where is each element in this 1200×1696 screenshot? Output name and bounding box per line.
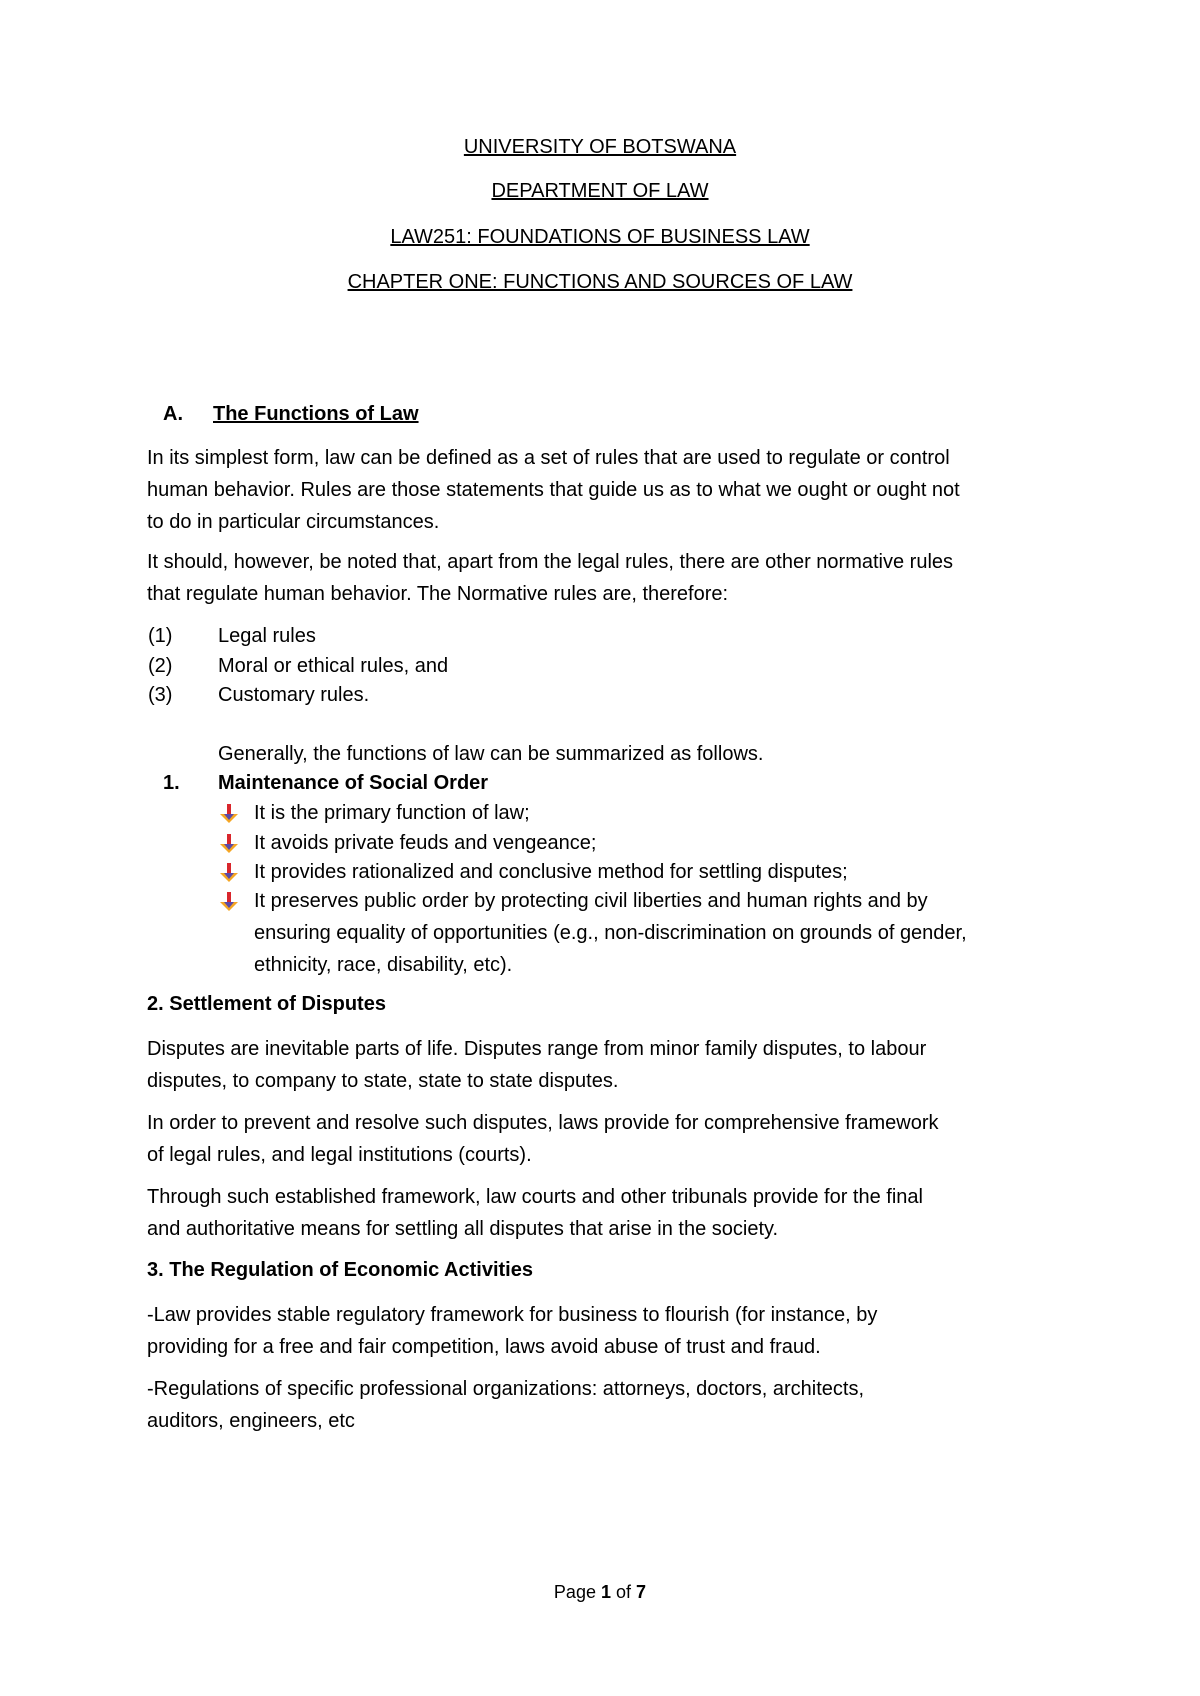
down-arrow-bullet-icon [218, 891, 240, 913]
page-footer [0, 1580, 1200, 1604]
function-1-title: Maintenance of Social Order [218, 772, 489, 794]
university-title: UNIVERSITY OF BOTSWANA [463, 136, 737, 158]
text-line: and authoritative means for settling all disputes that arise in the society. [147, 1218, 779, 1240]
text-line: It preserves public order by protecting civil liberties and human rights and by [254, 890, 928, 912]
text-line: In order to prevent and resolve such disputes, laws provide for comprehensive framework [147, 1112, 939, 1134]
department-title: DEPARTMENT OF LAW [491, 180, 709, 202]
rule-item-1 [148, 620, 316, 652]
bullet-text [254, 885, 1076, 981]
rule-text: Moral or ethical rules, and [218, 655, 449, 677]
rule-number: (2) [148, 655, 173, 677]
rule-item-3 [148, 679, 369, 711]
section-a-title: The Functions of Law [213, 403, 419, 425]
function-1-number: 1. [163, 772, 180, 794]
function-2-paragraph-2 [147, 1107, 1057, 1171]
text-line: ethnicity, race, disability, etc). [254, 954, 513, 976]
section-a-paragraph-2 [147, 546, 1057, 610]
text-line: human behavior. Rules are those statements that guide us as to what we ought or ought not [147, 479, 960, 501]
text-line: disputes, to company to state, state to state disputes. [147, 1070, 619, 1092]
page-number: 1 [600, 1582, 611, 1602]
section-a-letter: A. [163, 403, 183, 425]
rule-number: (3) [148, 684, 173, 706]
text-line: -Regulations of specific professional organizations: attorneys, doctors, architects, [147, 1378, 865, 1400]
total-pages: 7 [636, 1582, 647, 1602]
down-arrow-bullet-icon [218, 862, 240, 884]
down-arrow-bullet-icon [218, 833, 240, 855]
text-line: In its simplest form, law can be defined as a set of rules that are used to regulate or control [147, 447, 950, 469]
rule-number: (1) [148, 625, 173, 647]
bullet-item [218, 885, 1058, 981]
text-line: to do in particular circumstances. [147, 511, 440, 533]
chapter-title: CHAPTER ONE: FUNCTIONS AND SOURCES OF LAW [347, 271, 853, 293]
bullet-text: It avoids private feuds and vengeance; [254, 832, 597, 854]
text-line: providing for a free and fair competition, laws avoid abuse of trust and fraud. [147, 1336, 821, 1358]
function-2-paragraph-3 [147, 1181, 1057, 1245]
text-line: Disputes are inevitable parts of life. Disputes range from minor family disputes, to labour [147, 1038, 927, 1060]
function-1-heading [163, 767, 488, 799]
rule-item-2 [148, 650, 448, 682]
bullet-item [218, 827, 1058, 859]
section-a-heading [163, 398, 419, 430]
page-of-label: of [616, 1582, 632, 1602]
function-3-heading: 3. The Regulation of Economic Activities [147, 1259, 533, 1281]
bullet-item [218, 856, 1058, 888]
rule-text: Legal rules [218, 625, 316, 647]
text-line: of legal rules, and legal institutions (courts). [147, 1144, 532, 1166]
text-line: ensuring equality of opportunities (e.g., non-discrimination on grounds of gender, [254, 922, 967, 944]
bullet-text: It is the primary function of law; [254, 802, 530, 824]
text-line: It should, however, be noted that, apart from the legal rules, there are other normative rules [147, 551, 954, 573]
text-line: auditors, engineers, etc [147, 1410, 355, 1432]
function-3-paragraph-2 [147, 1373, 1057, 1437]
bullet-text: It provides rationalized and conclusive method for settling disputes; [254, 861, 848, 883]
function-2-paragraph-1 [147, 1033, 1057, 1097]
down-arrow-bullet-icon [218, 803, 240, 825]
function-2-heading: 2. Settlement of Disputes [147, 993, 386, 1015]
course-title: LAW251: FOUNDATIONS OF BUSINESS LAW [390, 226, 810, 248]
functions-summary: Generally, the functions of law can be summarized as follows. [218, 743, 764, 765]
function-3-paragraph-1 [147, 1299, 1057, 1363]
text-line: Through such established framework, law courts and other tribunals provide for the final [147, 1186, 923, 1208]
text-line: -Law provides stable regulatory framework for business to flourish (for instance, by [147, 1304, 878, 1326]
page-label: Page [553, 1582, 596, 1602]
section-a-paragraph-1 [147, 442, 1057, 538]
bullet-item [218, 797, 1058, 829]
rule-text: Customary rules. [218, 684, 370, 706]
text-line: that regulate human behavior. The Normative rules are, therefore: [147, 583, 729, 605]
